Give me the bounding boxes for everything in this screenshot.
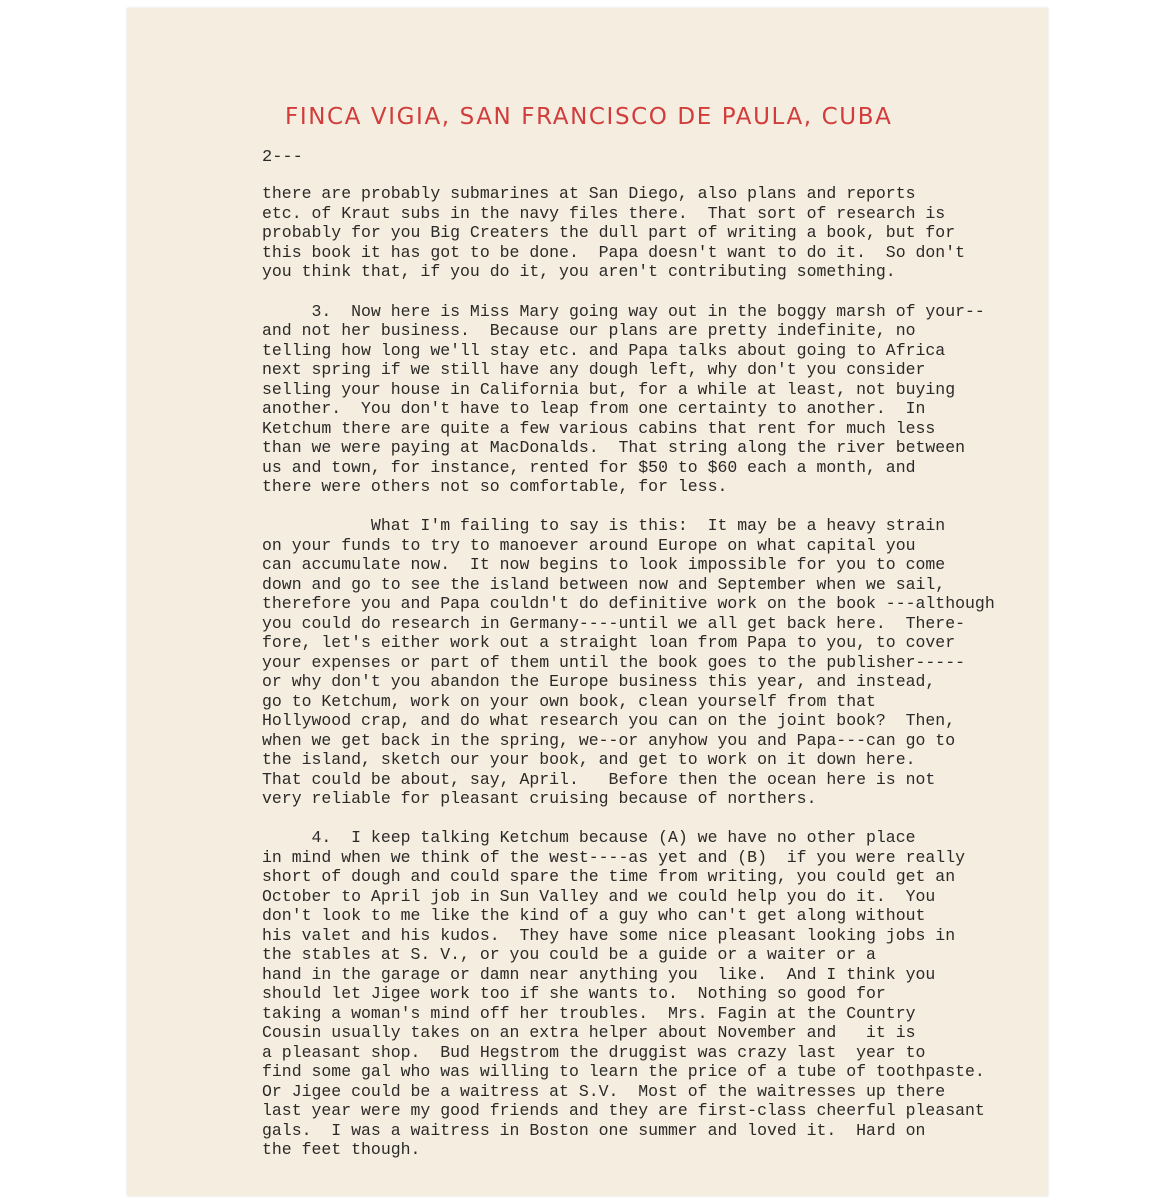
text-line: a pleasant shop. Bud Hegstrom the druggist was crazy last year to	[262, 1042, 926, 1062]
text-line: don't look to me like the kind of a guy who can't get along without	[262, 906, 926, 925]
text-line: probably for you Big Creaters the dull part of writing a book, but for	[262, 223, 956, 242]
text-line: you could do research in Germany----until we all get back here. There-	[262, 613, 966, 633]
text-line: the island, sketch our your book, and get to work on it down here.	[262, 750, 916, 769]
text-line: taking a woman's mind off her troubles. Mrs. Fagin at the Country	[262, 1003, 916, 1023]
text-line: short of dough and could spare the time from writing, you could get an	[262, 867, 956, 886]
text-line: 4. I keep talking Ketchum because (A) we have no other place	[262, 828, 916, 847]
text-line: telling how long we'll stay etc. and Papa talks about going to Africa	[262, 340, 946, 360]
text-line: Cousin usually takes on an extra helper about November and it is	[262, 1023, 916, 1042]
text-line: gals. I was a waitress in Boston one summer and loved it. Hard on	[262, 1120, 926, 1140]
text-line: 3. Now here is Miss Mary going way out in the boggy marsh of your--	[262, 301, 985, 321]
text-line: the stables at S. V., or you could be a guide or a waiter or a	[262, 945, 876, 964]
text-line: your expenses or part of them until the book goes to the publisher-----	[262, 652, 966, 672]
text-line: That could be about, say, April. Before then the ocean here is not	[262, 769, 936, 789]
text-line: very reliable for pleasant cruising because of northers.	[262, 789, 817, 808]
text-line: Ketchum there are quite a few various cabins that rent for much less	[262, 418, 936, 438]
paragraph-2	[262, 302, 1052, 497]
text-line: when we get back in the spring, we--or anyhow you and Papa---can go to	[262, 730, 956, 750]
text-line: you think that, if you do it, you aren't contributing something.	[262, 262, 896, 281]
text-line: Hollywood crap, and do what research you can on the joint book? Then,	[262, 711, 956, 730]
text-line: in mind when we think of the west----as yet and (B) if you were really	[262, 847, 966, 867]
paragraph-3	[262, 516, 1052, 809]
text-line: therefore you and Papa couldn't do definitive work on the book ---although	[262, 594, 995, 613]
paragraph-4	[262, 828, 1052, 1160]
text-line: on your funds to try to manoever around Europe on what capital you	[262, 535, 916, 555]
text-line: than we were paying at MacDonalds. That string along the river between	[262, 438, 966, 457]
text-line: or why don't you abandon the Europe business this year, and instead,	[262, 672, 936, 691]
text-line: next spring if we still have any dough left, why don't you consider	[262, 360, 926, 379]
letterhead: FINCA VIGIA, SAN FRANCISCO DE PAULA, CUBA	[285, 104, 893, 130]
paragraph-1	[262, 184, 1052, 282]
text-line: find some gal who was willing to learn the price of a tube of toothpaste.	[262, 1062, 985, 1081]
text-line: go to Ketchum, work on your own book, clean yourself from that	[262, 691, 876, 711]
text-line: the feet though.	[262, 1140, 421, 1159]
text-line: should let Jigee work too if she wants to. Nothing so good for	[262, 984, 886, 1003]
letter-body	[262, 184, 1052, 1179]
text-line: there were others not so comfortable, for less.	[262, 477, 728, 496]
text-line: What I'm failing to say is this: It may be a heavy strain	[262, 516, 946, 535]
text-line: another. You don't have to leap from one certainty to another. In	[262, 399, 926, 418]
page-number: 2---	[262, 148, 303, 167]
text-line: Or Jigee could be a waitress at S.V. Most of the waitresses up there	[262, 1081, 946, 1101]
text-line: down and go to see the island between now and September when we sail,	[262, 574, 946, 594]
text-line: us and town, for instance, rented for $50 to $60 each a month, and	[262, 457, 916, 477]
text-line: there are probably submarines at San Diego, also plans and reports	[262, 184, 916, 203]
text-line: this book it has got to be done. Papa doesn't want to do it. So don't	[262, 242, 966, 262]
text-line: etc. of Kraut subs in the navy files there. That sort of research is	[262, 203, 946, 223]
text-line: can accumulate now. It now begins to look impossible for you to come	[262, 555, 946, 574]
text-line: hand in the garage or damn near anything you like. And I think you	[262, 964, 936, 984]
text-line: last year were my good friends and they are first-class cheerful pleasant	[262, 1101, 985, 1120]
text-line: fore, let's either work out a straight loan from Papa to you, to cover	[262, 633, 956, 652]
text-line: selling your house in California but, for a while at least, not buying	[262, 379, 956, 399]
text-line: October to April job in Sun Valley and we could help you do it. You	[262, 886, 936, 906]
text-line: and not her business. Because our plans are pretty indefinite, no	[262, 321, 916, 340]
text-line: his valet and his kudos. They have some nice pleasant looking jobs in	[262, 925, 956, 945]
